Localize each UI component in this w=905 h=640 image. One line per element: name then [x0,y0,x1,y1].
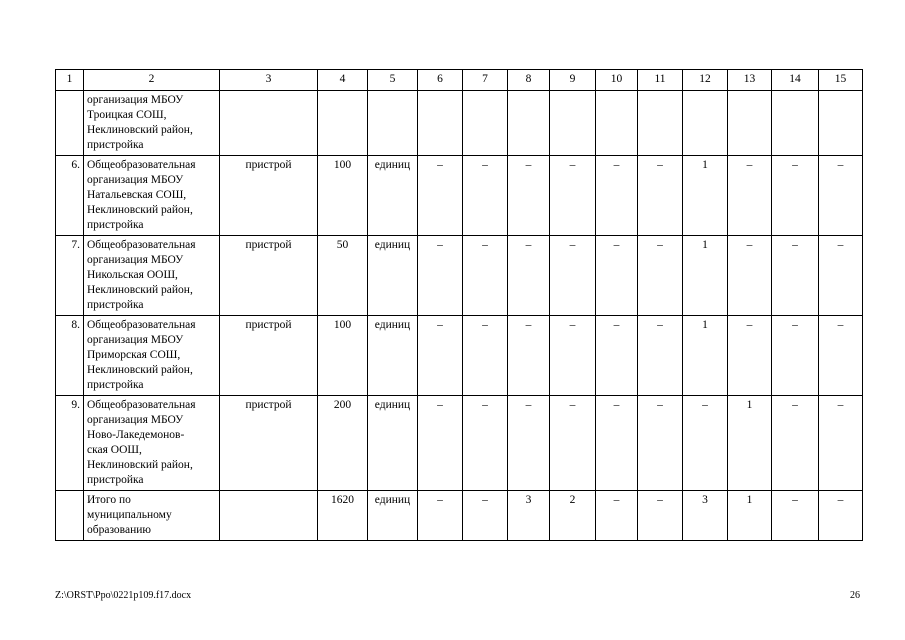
object-name-line: организация МБОУ [87,174,184,186]
year-value-cell: – [418,396,463,491]
year-value-cell: – [772,156,819,236]
object-name-line: Итого по [87,494,131,506]
year-value-cell: – [638,396,683,491]
year-value-cell: – [418,316,463,396]
year-value-cell: – [596,236,638,316]
object-name-line: Неклиновский район, [87,284,193,296]
header-cell: 2 [84,70,220,91]
object-name-line: Общеобразовательная [87,159,196,171]
object-name [84,316,220,396]
table-row [56,316,863,396]
year-value-cell [819,91,863,156]
object-name-line: Общеобразовательная [87,399,196,411]
unit-label: единиц [368,156,418,236]
row-number [56,491,84,541]
object-name-line: Троицкая СОШ, [87,109,167,121]
header-cell: 11 [638,70,683,91]
footer-page-number: 26 [850,590,860,601]
data-table [55,69,863,541]
object-name-line: организация МБОУ [87,334,184,346]
year-value-cell: – [819,316,863,396]
object-name [84,91,220,156]
year-value-cell: 1 [728,491,772,541]
year-value-cell: 1 [728,396,772,491]
row-number: 6. [56,156,84,236]
unit-label: единиц [368,236,418,316]
unit-label: единиц [368,316,418,396]
year-value-cell [772,91,819,156]
capacity-value: 100 [318,316,368,396]
table-row [56,156,863,236]
year-value-cell: – [463,396,508,491]
year-value-cell: – [463,491,508,541]
header-cell: 8 [508,70,550,91]
year-value-cell: – [596,316,638,396]
year-value-cell [596,91,638,156]
year-value-cell [463,91,508,156]
header-cell: 9 [550,70,596,91]
table-row [56,236,863,316]
object-name-line: Неклиновский район, [87,204,193,216]
year-value-cell [638,91,683,156]
year-value-cell: – [819,491,863,541]
object-name [84,236,220,316]
year-value-cell: – [638,156,683,236]
year-value-cell: – [772,491,819,541]
object-name [84,491,220,541]
footer-file-path: Z:\ORST\Ppo\0221p109.f17.docx [55,590,192,601]
year-value-cell: 1 [683,316,728,396]
object-name [84,156,220,236]
year-value-cell: – [508,396,550,491]
object-type [220,91,318,156]
object-name-line: Ново-Лакедемонов- [87,429,185,441]
header-cell: 15 [819,70,863,91]
year-value-cell: 3 [683,491,728,541]
header-cell: 12 [683,70,728,91]
year-value-cell: – [508,316,550,396]
year-value-cell: – [728,236,772,316]
object-name-line: организация МБОУ [87,94,184,106]
year-value-cell: – [596,156,638,236]
year-value-cell: – [638,316,683,396]
capacity-value: 50 [318,236,368,316]
object-type: пристрой [220,156,318,236]
year-value-cell [683,91,728,156]
year-value-cell: – [508,236,550,316]
header-cell: 14 [772,70,819,91]
year-value-cell: – [819,396,863,491]
object-type [220,491,318,541]
year-value-cell: – [596,396,638,491]
year-value-cell: 3 [508,491,550,541]
capacity-value [318,91,368,156]
year-value-cell [550,91,596,156]
object-name-line: ская ООШ, [87,444,142,456]
table-row [56,91,863,156]
year-value-cell: – [772,396,819,491]
capacity-value: 200 [318,396,368,491]
year-value-cell: – [550,396,596,491]
year-value-cell: – [418,236,463,316]
object-name-line: пристройка [87,219,144,231]
header-cell: 4 [318,70,368,91]
object-name-line: Натальевская СОШ, [87,189,187,201]
capacity-value: 1620 [318,491,368,541]
row-number: 9. [56,396,84,491]
object-name-line: муниципальному [87,509,172,521]
year-value-cell: – [638,236,683,316]
header-cell: 6 [418,70,463,91]
object-type: пристрой [220,396,318,491]
year-value-cell: – [463,156,508,236]
object-name-line: Неклиновский район, [87,124,193,136]
year-value-cell [418,91,463,156]
object-name-line: организация МБОУ [87,254,184,266]
header-cell: 13 [728,70,772,91]
table-row [56,396,863,491]
year-value-cell: – [550,156,596,236]
object-name-line: Неклиновский район, [87,459,193,471]
header-cell: 5 [368,70,418,91]
object-name-line: Никольская ООШ, [87,269,178,281]
year-value-cell: – [728,316,772,396]
year-value-cell: – [683,396,728,491]
year-value-cell: – [772,236,819,316]
object-name-line: пристройка [87,379,144,391]
year-value-cell: – [819,156,863,236]
year-value-cell: 1 [683,156,728,236]
year-value-cell: – [463,316,508,396]
row-number: 7. [56,236,84,316]
year-value-cell: – [550,316,596,396]
object-name-line: Общеобразовательная [87,319,196,331]
object-type: пристрой [220,236,318,316]
object-name-line: пристройка [87,299,144,311]
header-cell: 3 [220,70,318,91]
row-number [56,91,84,156]
year-value-cell: – [418,491,463,541]
row-number: 8. [56,316,84,396]
year-value-cell: – [463,236,508,316]
table-row [56,491,863,541]
object-name-line: организация МБОУ [87,414,184,426]
header-cell: 7 [463,70,508,91]
object-name-line: образованию [87,524,151,536]
unit-label: единиц [368,396,418,491]
capacity-value: 100 [318,156,368,236]
table-header-row [56,70,863,91]
year-value-cell: – [418,156,463,236]
object-name-line: пристройка [87,474,144,486]
object-name-line: Приморская СОШ, [87,349,181,361]
year-value-cell [728,91,772,156]
unit-label [368,91,418,156]
year-value-cell: – [819,236,863,316]
object-name-line: пристройка [87,139,144,151]
year-value-cell: – [596,491,638,541]
header-cell: 10 [596,70,638,91]
year-value-cell: – [550,236,596,316]
year-value-cell: – [772,316,819,396]
table-body [56,70,863,541]
year-value-cell: – [508,156,550,236]
year-value-cell: 1 [683,236,728,316]
header-cell: 1 [56,70,84,91]
object-type: пристрой [220,316,318,396]
object-name [84,396,220,491]
year-value-cell: – [638,491,683,541]
year-value-cell: – [728,156,772,236]
object-name-line: Неклиновский район, [87,364,193,376]
year-value-cell: 2 [550,491,596,541]
unit-label: единиц [368,491,418,541]
object-name-line: Общеобразовательная [87,239,196,251]
year-value-cell [508,91,550,156]
